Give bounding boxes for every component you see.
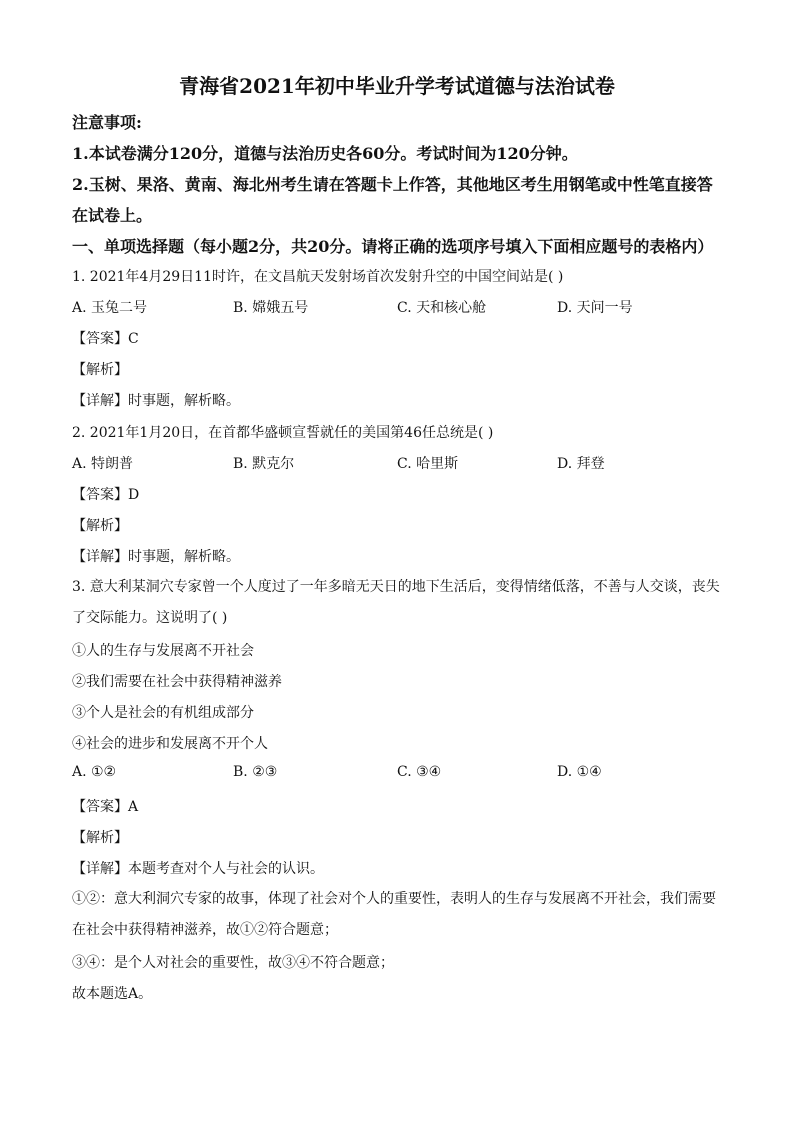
detail-text: 【详解】时事题，解析略。 [72, 549, 240, 565]
detail-text: 【详解】本题考查对个人与社会的认识。 [72, 861, 324, 877]
analysis-label: 【解析】 [72, 362, 128, 378]
notice-heading: 注意事项: [72, 113, 142, 132]
option-d: D. 天问一号 [557, 300, 633, 316]
explanation-paragraph: ③④：是个人对社会的重要性，故③④不符合题意； [72, 955, 394, 971]
option-c: C. 哈里斯 [397, 456, 459, 472]
option-c: C. 天和核心舱 [397, 300, 487, 316]
option-b: B. 默克尔 [233, 456, 295, 472]
statement-item: ②我们需要在社会中获得精神滋养 [72, 674, 282, 690]
section-heading: 一、单项选择题（每小题2分，共20分。请将正确的选项序号填入下面相应题号的表格内） [72, 237, 714, 256]
conclusion-text: 故本题选A。 [72, 986, 153, 1002]
option-b: B. 嫦娥五号 [233, 300, 309, 316]
statement-item: ③个人是社会的有机组成部分 [72, 705, 254, 721]
explanation-paragraph: ①②：意大利洞穴专家的故事，体现了社会对个人的重要性，表明人的生存与发展离不开社会，我们需要在社会中获得精神滋养，故①②符合题意； [72, 891, 716, 938]
analysis-label: 【解析】 [72, 518, 128, 534]
option-a: A. ①② [72, 764, 117, 780]
option-d: D. 拜登 [557, 456, 605, 472]
option-c: C. ③④ [397, 764, 442, 780]
detail-text: 【详解】时事题，解析略。 [72, 393, 240, 409]
question-stem: 2. 2021年1月20日，在首都华盛顿宣誓就任的美国第46任总统是( ) [72, 425, 494, 441]
question-stem: 1. 2021年4月29日11时许，在文昌航天发射场首次发射升空的中国空间站是( ) [72, 269, 564, 285]
option-a: A. 玉兔二号 [72, 300, 148, 316]
page-title: 青海省2021年初中毕业升学考试道德与法治试卷 [179, 74, 615, 98]
answer-label: 【答案】A [72, 799, 139, 815]
answer-label: 【答案】D [72, 487, 140, 503]
statement-item: ①人的生存与发展离不开社会 [72, 643, 254, 659]
notice-item-1: 1.本试卷满分120分，道德与法治历史各60分。考试时间为120分钟。 [72, 144, 578, 163]
notice-item-2-continued: 在试卷上。 [72, 206, 153, 225]
statement-item: ④社会的进步和发展离不开个人 [72, 736, 268, 752]
question-stem: 3. 意大利某洞穴专家曾一个人度过了一年多暗无天日的地下生活后，变得情绪低落，不善与人交谈，丧失了交际能力。这说明了( ) [72, 579, 720, 626]
answer-label: 【答案】C [72, 331, 139, 347]
option-a: A. 特朗普 [72, 456, 134, 472]
analysis-label: 【解析】 [72, 830, 128, 846]
notice-item-2: 2.玉树、果洛、黄南、海北州考生请在答题卡上作答，其他地区考生用钢笔或中性笔直接答 [72, 175, 713, 194]
option-d: D. ①④ [557, 764, 602, 780]
option-b: B. ②③ [233, 764, 278, 780]
